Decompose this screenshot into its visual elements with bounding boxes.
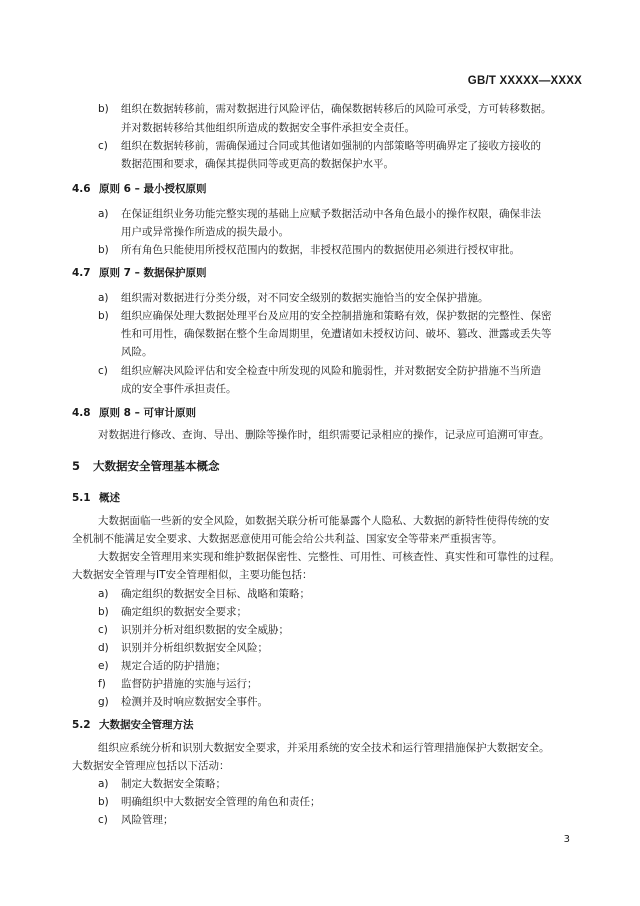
list-item: 识别并分析组织数据安全风险； xyxy=(121,642,268,654)
list-item: 风险管理； xyxy=(121,814,174,826)
list-item: 确定组织的数据安全要求； xyxy=(121,606,247,618)
paragraph-line: 对数据进行修改、查询、导出、删除等操作时，组织需要记录相应的操作，记录应可追溯可审查。 xyxy=(98,429,550,441)
list-item-line: 组织在数据转移前，需确保通过合同或其他诸如强制的内部策略等明确界定了接收方接收的 xyxy=(121,140,541,152)
list-marker: b) xyxy=(98,796,109,808)
chapter-number: 5 xyxy=(72,459,81,473)
section-number: 5.1 xyxy=(72,492,91,504)
list-marker: a) xyxy=(98,208,109,220)
list-marker: b) xyxy=(98,310,109,322)
section-number: 4.7 xyxy=(72,267,91,279)
list-marker: f) xyxy=(98,678,106,690)
list-item-line: 组织在数据转移前，需对数据进行风险评估，确保数据转移后的风险可承受，方可转移数据。 xyxy=(121,103,552,115)
section-title: 原则 7 – 数据保护原则 xyxy=(99,267,207,279)
paragraph-line: 全机制不能满足安全要求、大数据恶意使用可能会给公共利益、国家安全等带来严重损害等。 xyxy=(72,533,503,545)
list-marker: a) xyxy=(98,292,109,304)
list-marker: a) xyxy=(98,588,109,600)
list-marker: c) xyxy=(98,624,108,636)
list-item: 明确组织中大数据安全管理的角色和责任； xyxy=(121,796,321,808)
list-item: 制定大数据安全策略； xyxy=(121,778,226,790)
list-item-line: 在保证组织业务功能完整实现的基础上应赋予数据活动中各角色最小的操作权限，确保非法 xyxy=(121,208,541,220)
list-marker: c) xyxy=(98,814,108,826)
list-item: 确定组织的数据安全目标、战略和策略； xyxy=(121,588,310,600)
paragraph-line: 大数据安全管理用来实现和维护数据保密性、完整性、可用性、可核查性、真实性和可靠性的过程。 xyxy=(98,551,560,563)
list-item: 识别并分析对组织数据的安全威胁； xyxy=(121,624,289,636)
list-item: 检测并及时响应数据安全事件。 xyxy=(121,696,268,708)
list-marker: b) xyxy=(98,244,109,256)
list-marker: c) xyxy=(98,140,108,152)
section-title: 原则 6 – 最小授权原则 xyxy=(99,183,207,195)
paragraph-line: 组织应系统分析和识别大数据安全要求，并采用系统的安全技术和运行管理措施保护大数据安全。 xyxy=(98,742,550,754)
section-title: 概述 xyxy=(99,492,120,504)
list-item-line: 组织需对数据进行分类分级，对不同安全级别的数据实施恰当的安全保护措施。 xyxy=(121,292,489,304)
list-item: 规定合适的防护措施； xyxy=(121,660,226,672)
paragraph-line: 大数据安全管理应包括以下活动： xyxy=(72,760,230,772)
section-number: 5.2 xyxy=(72,719,91,731)
list-item-line: 所有角色只能使用所授权范围内的数据，非授权范围内的数据使用必须进行授权审批。 xyxy=(121,244,520,256)
section-number: 4.8 xyxy=(72,407,91,419)
paragraph-line: 大数据面临一些新的安全风险，如数据关联分析可能暴露个人隐私、大数据的新特性使得传统的安 xyxy=(98,515,550,527)
list-item-line: 数据范围和要求，确保其提供同等或更高的数据保护水平。 xyxy=(121,158,394,170)
doc-id: GB/T XXXXX—XXXX xyxy=(467,75,582,87)
list-item-line: 风险。 xyxy=(121,346,153,358)
list-item-line: 成的安全事件承担责任。 xyxy=(121,383,237,395)
list-marker: g) xyxy=(98,696,109,708)
page-number: 3 xyxy=(563,834,570,845)
section-title: 大数据安全管理方法 xyxy=(99,719,194,731)
list-item: 监督防护措施的实施与运行； xyxy=(121,678,258,690)
chapter-title: 大数据安全管理基本概念 xyxy=(93,459,220,473)
list-marker: c) xyxy=(98,365,108,377)
paragraph-line: 大数据安全管理与IT安全管理相似，主要功能包括： xyxy=(72,569,313,581)
list-marker: a) xyxy=(98,778,109,790)
section-title: 原则 8 – 可审计原则 xyxy=(99,407,197,419)
section-number: 4.6 xyxy=(72,183,91,195)
list-item-line: 组织应确保处理大数据处理平台及应用的安全控制措施和策略有效，保护数据的完整性、保密 xyxy=(121,310,552,322)
list-item-line: 并对数据转移给其他组织所造成的数据安全事件承担安全责任。 xyxy=(121,122,415,134)
list-marker: d) xyxy=(98,642,109,654)
list-item-line: 组织应解决风险评估和安全检查中所发现的风险和脆弱性，并对数据安全防护措施不当所造 xyxy=(121,365,541,377)
list-marker: b) xyxy=(98,103,109,115)
list-marker: e) xyxy=(98,660,109,672)
list-item-line: 性和可用性，确保数据在整个生命周期里，免遭诸如未授权访问、破坏、篡改、泄露或丢失等 xyxy=(121,328,552,340)
list-marker: b) xyxy=(98,606,109,618)
list-item-line: 用户或异常操作所造成的损失最小。 xyxy=(121,226,289,238)
